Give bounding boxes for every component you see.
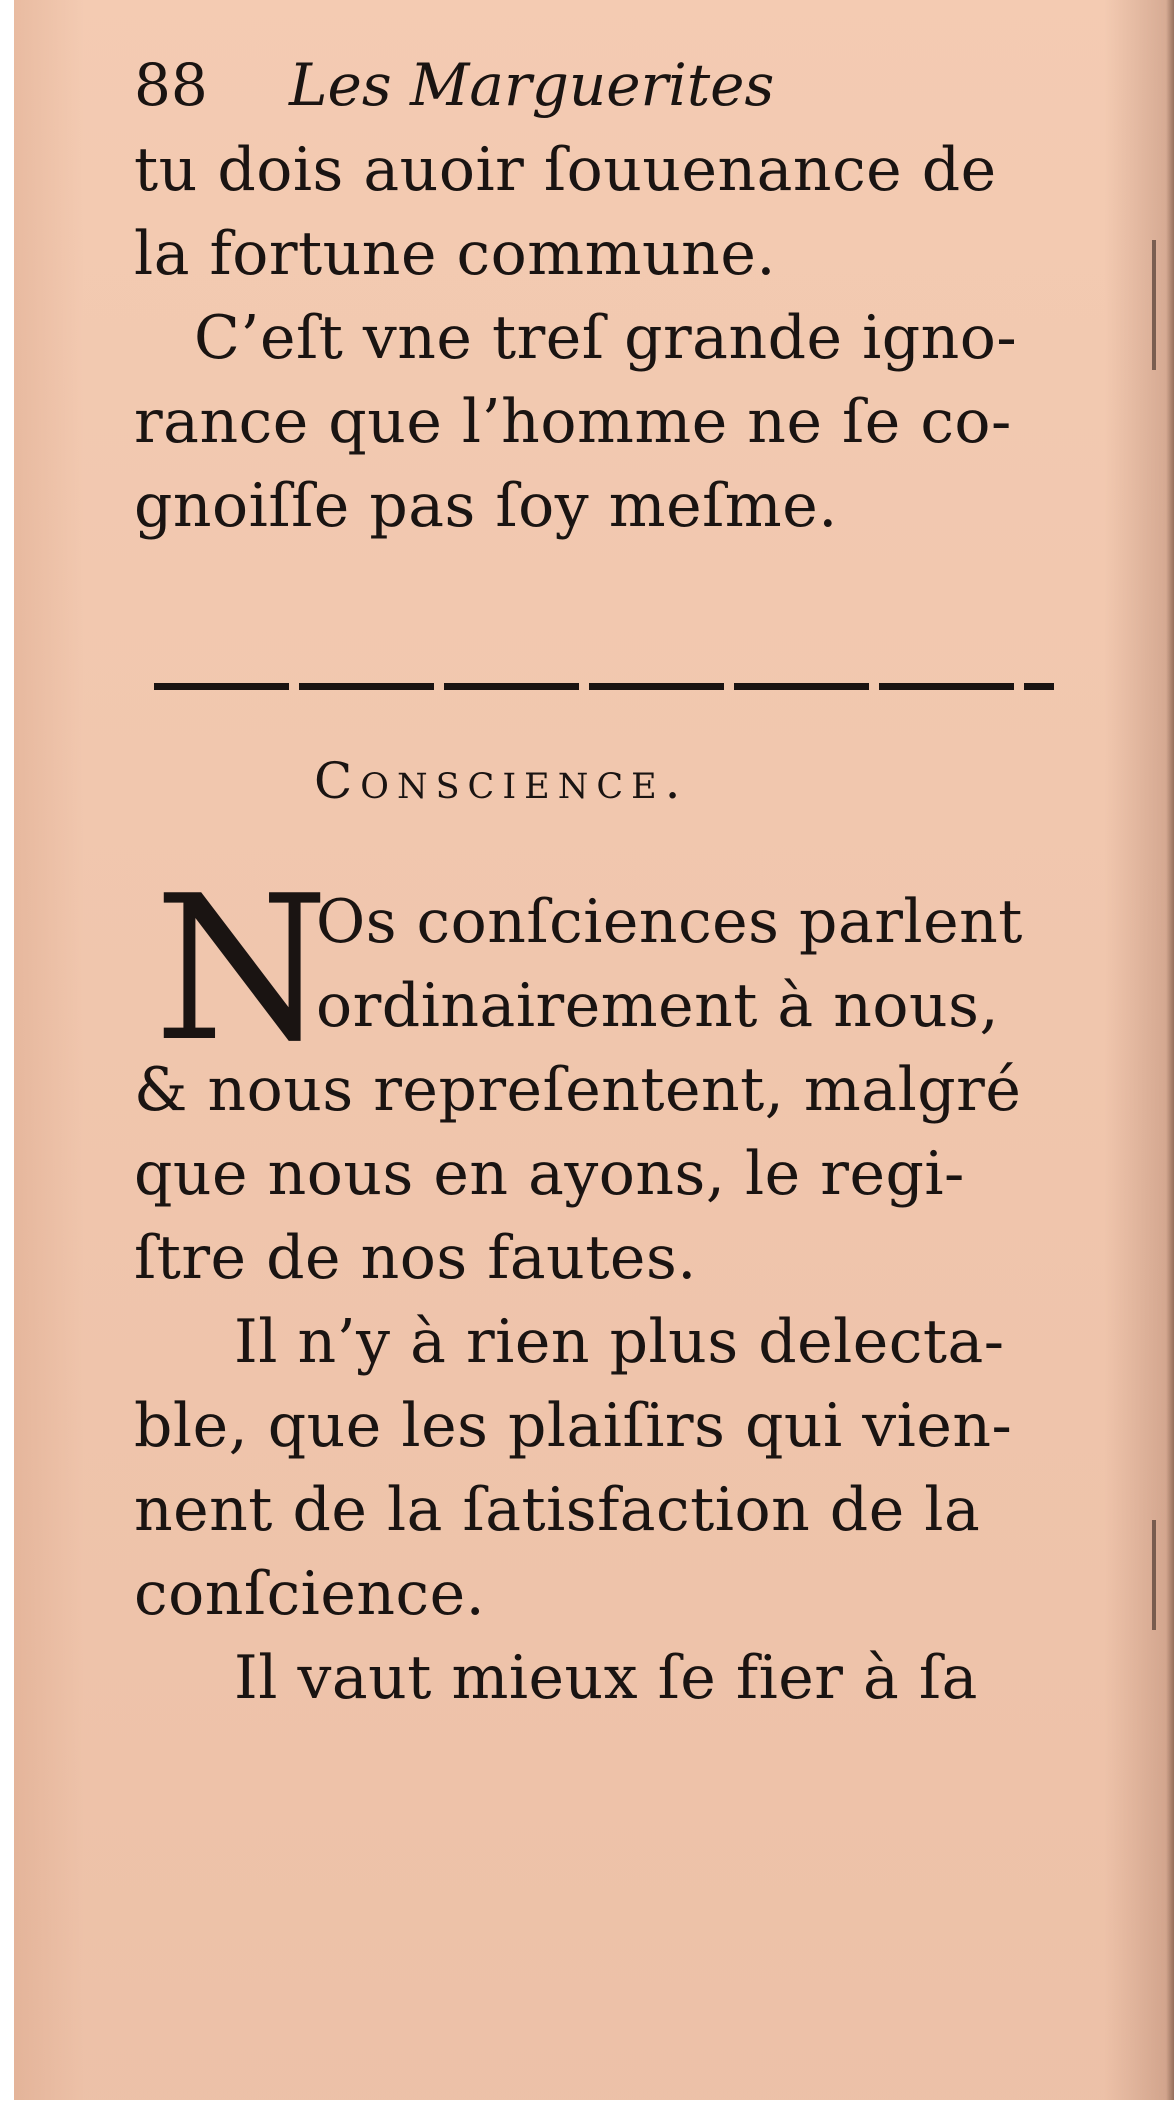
- text-line: & nous repreſentent, malgré: [134, 1055, 1022, 1125]
- gutter-mark: [1152, 240, 1156, 370]
- section-divider-rule: [154, 683, 1054, 690]
- text-line: gnoiſſe pas ſoy meſme.: [134, 471, 838, 541]
- drop-cap: N: [154, 853, 329, 1086]
- text-line: C’eſt vne treſ grande igno-: [194, 303, 1018, 373]
- text-line: conſcience.: [134, 1559, 486, 1629]
- text-line: tu dois auoir ſouuenance de: [134, 135, 997, 205]
- text-line: rance que l’homme ne ſe co-: [134, 387, 1012, 457]
- running-title: Les Marguerites: [289, 51, 775, 119]
- page-edge-shadow: [1166, 0, 1174, 2100]
- text-line: Il n’y à rien plus delecta-: [234, 1307, 1005, 1377]
- page-header: [134, 50, 774, 120]
- text-line: ble, que les plaiſirs qui vien-: [134, 1391, 1013, 1461]
- text-line: Il vaut mieux ſe fier à ſa: [234, 1643, 978, 1713]
- section-title: Conscience.: [314, 752, 689, 810]
- text-line: ordinairement à nous,: [316, 971, 1000, 1041]
- text-line: que nous en ayons, le regi-: [134, 1139, 965, 1209]
- text-line: Os conſciences parlent: [316, 887, 1023, 957]
- text-line: ſtre de nos fautes.: [134, 1223, 697, 1293]
- page-number: 88: [134, 51, 208, 119]
- book-page: [14, 0, 1174, 2100]
- text-line: la fortune commune.: [134, 219, 776, 289]
- text-line: nent de la ſatisfaction de la: [134, 1475, 981, 1545]
- gutter-mark: [1152, 1520, 1156, 1630]
